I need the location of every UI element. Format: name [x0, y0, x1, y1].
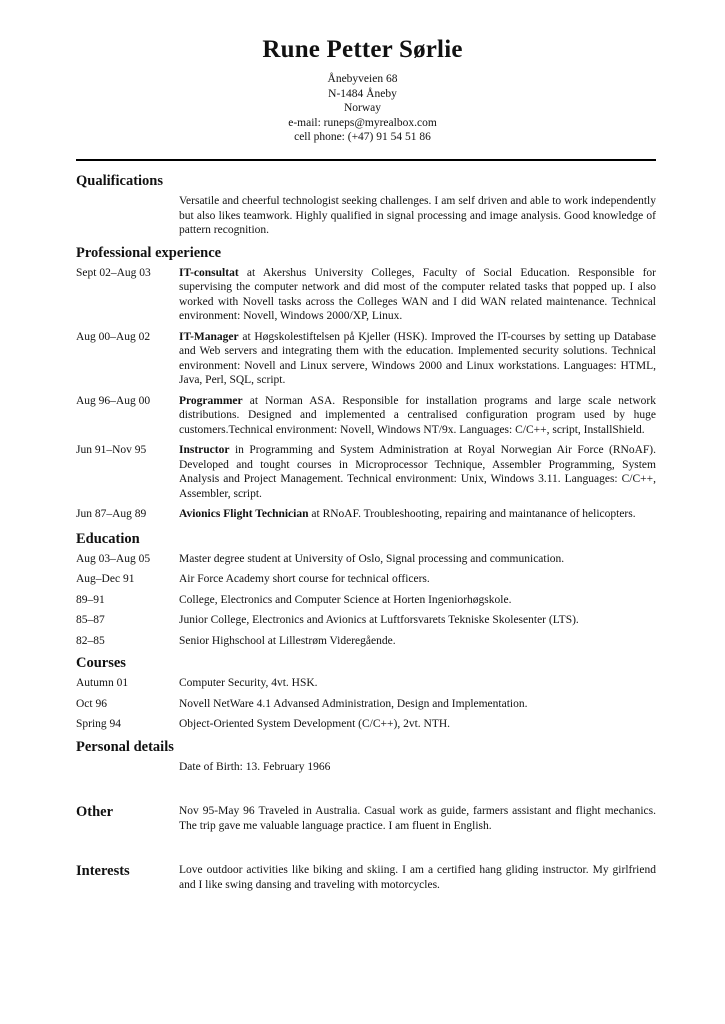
education-date: 89–91: [76, 593, 105, 606]
experience-entry: [76, 330, 656, 388]
experience-description: [179, 507, 656, 522]
address-line-1: Ånebyveien 68: [327, 73, 398, 85]
section-education: [76, 530, 656, 649]
interests-text: Love outdoor activities like biking and skiing. I am a certified hang gliding instructor. My girlfriend and I like swing dansing and traveling with motorcycles.: [179, 864, 656, 891]
experience-description: [179, 266, 656, 324]
experience-role: Programmer: [179, 394, 243, 407]
education-text: Junior College, Electronics and Avionics at Luftforsvarets Tekniske Skolesenter (LTS).: [179, 614, 579, 626]
education-date: 85–87: [76, 614, 105, 626]
section-interests: [76, 863, 656, 892]
education-text: Master degree student at University of Oslo, Signal processing and communication.: [179, 552, 565, 565]
course-date: Spring 94: [76, 718, 122, 730]
section-title-experience: Professional experience: [76, 244, 222, 261]
experience-entry: [76, 266, 656, 324]
experience-date: Aug 96–Aug 00: [76, 394, 151, 407]
section-title-personal-details: Personal details: [76, 738, 174, 755]
education-text: Senior Highschool at Lillestrøm Videregående.: [179, 634, 396, 647]
experience-description: [179, 443, 656, 501]
section-courses: [76, 654, 656, 732]
cv-header: [0, 34, 725, 145]
experience-text: at Akershus University Colleges, Faculty of Social Education. Responsible for supervising the computer network and did most of the computer related tasks that popped up. I also worked with Novell tasks across the Colleges WAN and I did WAN related maintenance. Technical environment: Novell, Windows 2000/XP, Linux.: [179, 266, 656, 322]
cv-content: [76, 172, 656, 892]
other-text: Nov 95-May 96 Traveled in Australia. Casual work as guide, farmers assistant and flight mechanics. The trip gave me valuable language practice. I am fluent in English.: [179, 805, 656, 832]
education-text: Air Force Academy short course for technical officers.: [179, 573, 430, 585]
section-title-education: Education: [76, 530, 140, 547]
experience-entry: [76, 394, 656, 438]
experience-role: Avionics Flight Technician: [179, 508, 309, 520]
personal-details-text: Date of Birth: 13. February 1966: [179, 760, 331, 773]
person-name: Rune Petter Sørlie: [262, 36, 463, 63]
section-qualifications: [76, 172, 656, 238]
course-entry: [76, 717, 656, 732]
section-title-other: Other: [76, 804, 114, 820]
phone-line: cell phone: (+47) 91 54 51 86: [294, 131, 431, 143]
section-experience: [76, 244, 656, 522]
education-text: College, Electronics and Computer Science at Horten Ingeniorhøgskole.: [179, 593, 512, 606]
header-divider: [76, 159, 656, 161]
education-date: Aug 03–Aug 05: [76, 552, 151, 565]
experience-role: IT-consultat: [179, 266, 239, 279]
course-text: Object-Oriented System Development (C/C++), 2vt. NTH.: [179, 718, 451, 730]
experience-role: Instructor: [179, 444, 230, 456]
address-line-2: N-1484 Åneby: [328, 87, 397, 100]
qualifications-text: Versatile and cheerful technologist seeking challenges. I am self driven and able to work independently but also likes teamwork. Highly qualified in signal processing and image analysis. Good knowledge of pattern recognition.: [179, 195, 656, 236]
experience-role: IT-Manager: [179, 330, 239, 343]
section-other: [76, 804, 656, 833]
section-title-interests: Interests: [76, 863, 130, 879]
address-country: Norway: [343, 102, 382, 114]
course-text: Computer Security, 4vt. HSK.: [179, 677, 318, 689]
experience-entry: [76, 443, 656, 501]
email-line: e-mail: runeps@myrealbox.com: [288, 116, 437, 129]
experience-text: at Norman ASA. Responsible for installation programs and large scale network distributions. Designed and implemented a centralised configuration program used by huge customers.Technical environment: Novell, Windows NT/9x. Languages: C/C++, script, InstallShield.: [179, 394, 656, 436]
course-date: Oct 96: [76, 697, 107, 710]
experience-entry: [76, 507, 656, 522]
experience-date: Jun 91–Nov 95: [76, 444, 147, 456]
section-personal-details: [76, 738, 656, 775]
experience-date: Jun 87–Aug 89: [76, 508, 147, 520]
experience-text: in Programming and System Administration at Royal Norwegian Air Force (RNoAF). Developed and tought courses in Microprocessor Technique, Assembler Programming, System Analysis and Project Management. Technical environment: Unix, Windows 3.11. Languages: C/C++, Assembler, script.: [179, 444, 656, 500]
course-entry: [76, 697, 656, 712]
experience-text: at Høgskolestiftelsen på Kjeller (HSK). Improved the IT-courses by setting up Database and Web servers and integrating them with the education. Implemented security solutions. Technical environment: Novell and Linux servere, Windows 2000 and Linux workstations. Languages: HTML, Java, Perl, SQL, script.: [179, 330, 656, 386]
education-entry: [76, 634, 656, 649]
education-date: 82–85: [76, 634, 105, 647]
experience-description: [179, 330, 656, 388]
section-title-courses: Courses: [76, 655, 126, 671]
experience-date: Sept 02–Aug 03: [76, 266, 151, 279]
education-entry: [76, 572, 656, 587]
education-date: Aug–Dec 91: [76, 573, 135, 585]
education-entry: [76, 552, 656, 567]
course-entry: [76, 676, 656, 691]
section-title-qualifications: Qualifications: [76, 173, 164, 189]
experience-description: [179, 394, 656, 438]
experience-text: at RNoAF. Troubleshooting, repairing and maintanance of helicopters.: [308, 508, 636, 520]
course-text: Novell NetWare 4.1 Advansed Administration, Design and Implementation.: [179, 697, 528, 710]
course-date: Autumn 01: [76, 677, 129, 689]
experience-date: Aug 00–Aug 02: [76, 330, 151, 343]
education-entry: [76, 613, 656, 628]
education-entry: [76, 593, 656, 608]
